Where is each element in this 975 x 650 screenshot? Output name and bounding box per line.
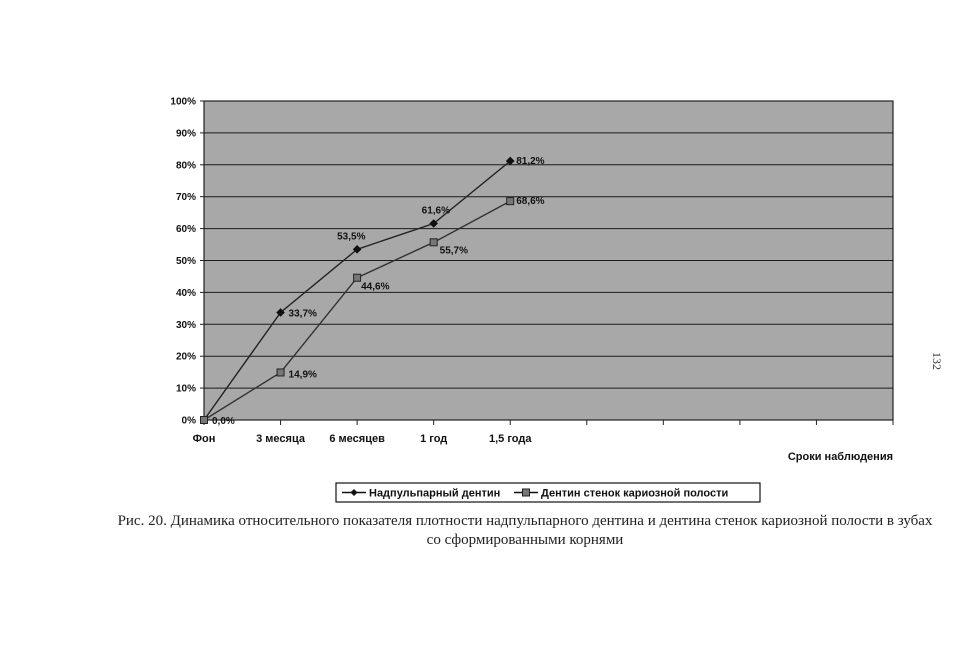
legend-square-marker [523, 489, 530, 496]
y-tick-label: 60% [175, 224, 196, 236]
x-tick-label: 6 месяцев [329, 433, 385, 445]
data-label: 14,9% [288, 369, 317, 381]
data-label: 53,5% [337, 231, 366, 243]
series-2-point [507, 198, 514, 205]
data-label: 81,2% [516, 155, 545, 167]
y-tick-label: 30% [175, 319, 196, 331]
y-tick-label: 80% [175, 160, 196, 172]
y-tick-label: 50% [175, 256, 196, 267]
legend-label-2: Дентин стенок кариозной полости [541, 487, 729, 500]
page-number: 132 [930, 352, 944, 370]
y-tick-label: 0% [181, 415, 196, 427]
data-label: 68,6% [516, 196, 545, 208]
x-tick-label: 1 год [420, 433, 448, 445]
y-tick-label: 20% [175, 351, 196, 363]
y-tick-label: 100% [170, 96, 196, 108]
x-tick-label: 1,5 года [488, 433, 532, 445]
data-label: 33,7% [288, 308, 317, 320]
x-tick-label: 3 месяца [256, 433, 305, 445]
y-tick-label: 70% [175, 192, 196, 204]
data-label: 0,0% [212, 416, 235, 427]
series-2-point [201, 417, 208, 424]
y-tick-label: 90% [175, 128, 196, 140]
series-2-point [354, 274, 361, 281]
data-label: 55,7% [439, 245, 469, 257]
series-2-point [277, 369, 284, 376]
data-label: 61,6% [421, 205, 451, 217]
figure-caption: Рис. 20. Динамика относительного показателя плотности надпульпарного дентина и дентина стенок кариозной полости в зубах со сформированными корнями [117, 513, 933, 548]
y-tick-label: 40% [175, 287, 196, 299]
y-tick-label: 10% [175, 383, 196, 395]
data-label: 44,6% [361, 281, 390, 293]
legend-label-1: Надпульпарный дентин [369, 487, 501, 500]
x-tick-label: Фон [192, 433, 216, 445]
x-axis-label: Сроки наблюдения [787, 451, 893, 463]
series-2-point [430, 239, 437, 246]
